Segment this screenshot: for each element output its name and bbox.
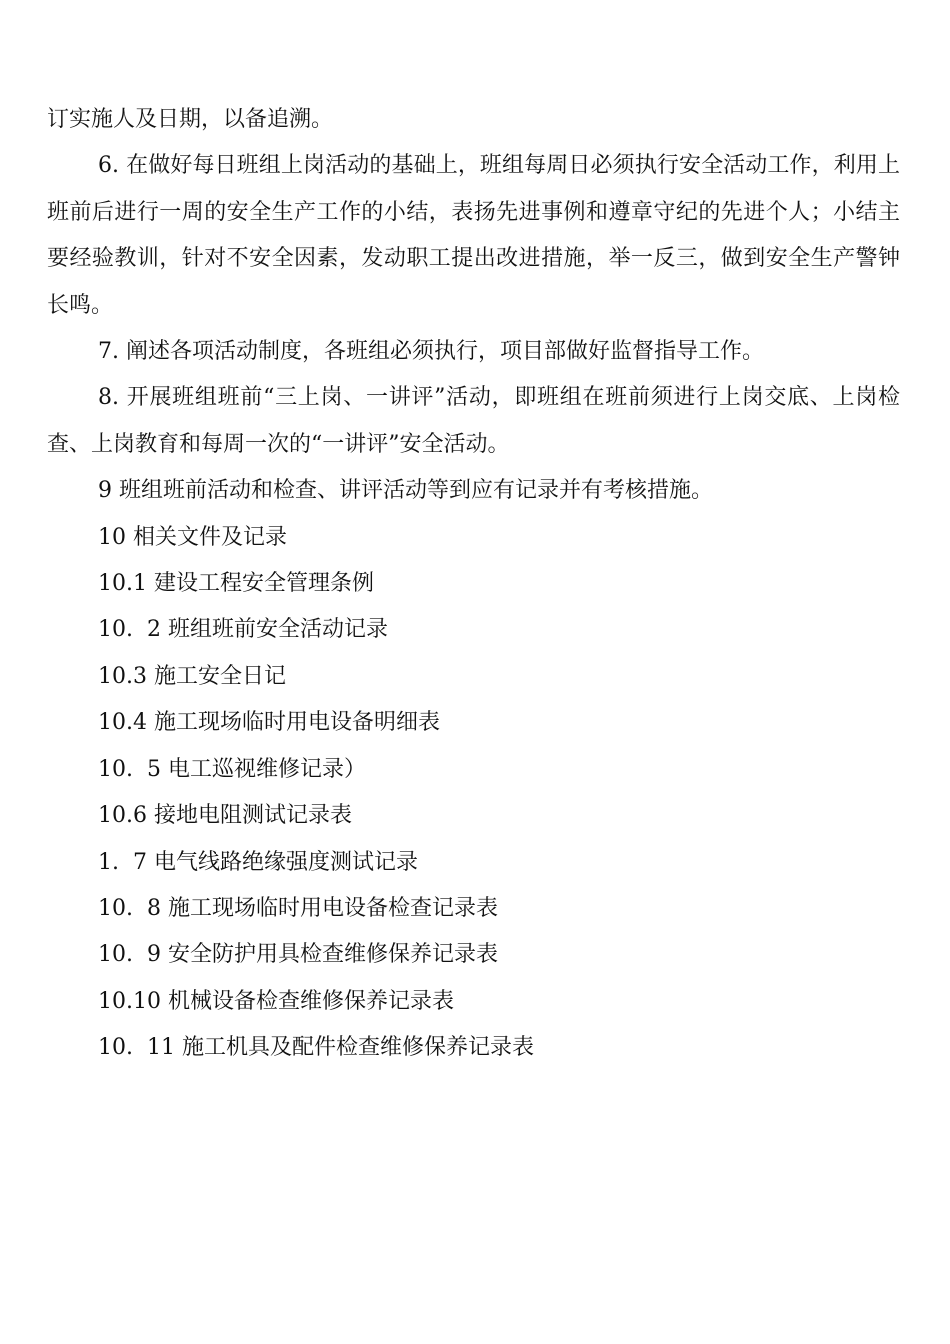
record-item: 10.3 施工安全日记 (98, 663, 286, 689)
record-item: 10. 8 施工现场临时用电设备检查记录表 (98, 895, 498, 921)
paragraph-item-7: 7. 阐述各项活动制度，各班组必须执行，项目部做好监督指导工作。 (98, 339, 764, 365)
record-item: 10.6 接地电阻测试记录表 (98, 803, 352, 829)
document-body (47, 97, 900, 1072)
record-item: 10.4 施工现场临时用电设备明细表 (98, 710, 440, 736)
record-item: 10.1 建设工程安全管理条例 (98, 571, 374, 597)
paragraph-continuation: 订实施人及日期，以备追溯。 (47, 107, 334, 132)
record-item: 1. 7 电气线路绝缘强度测试记录 (98, 849, 418, 875)
record-item: 10. 2 班组班前安全活动记录 (98, 617, 388, 643)
record-item: 10. 11 施工机具及配件检查维修保养记录表 (98, 1035, 534, 1061)
record-item: 10. 9 安全防护用具检查维修保养记录表 (98, 942, 498, 968)
record-item: 10. 5 电工巡视维修记录） (98, 756, 366, 782)
paragraph-item-6: 6. 在做好每日班组上岗活动的基础上，班组每周日必须执行安全活动工作，利用上班前后进行一周的安全生产工作的小结，表扬先进事例和遵章守纪的先进个人；小结主要经验教训，针对不安全因素，发动职工提出改进措施，举一反三，做到安全生产警钟长鸣。 (47, 153, 900, 318)
paragraph-item-8: 8. 开展班组班前“三上岗、一讲评”活动，即班组在班前须进行上岗交底、上岗检查、上岗教育和每周一次的“一讲评”安全活动。 (47, 385, 900, 457)
paragraph-item-9: 9 班组班前活动和检查、讲评活动等到应有记录并有考核措施。 (98, 478, 713, 504)
record-item: 10.10 机械设备检查维修保养记录表 (98, 988, 454, 1014)
records-heading: 10 相关文件及记录 (98, 524, 287, 550)
